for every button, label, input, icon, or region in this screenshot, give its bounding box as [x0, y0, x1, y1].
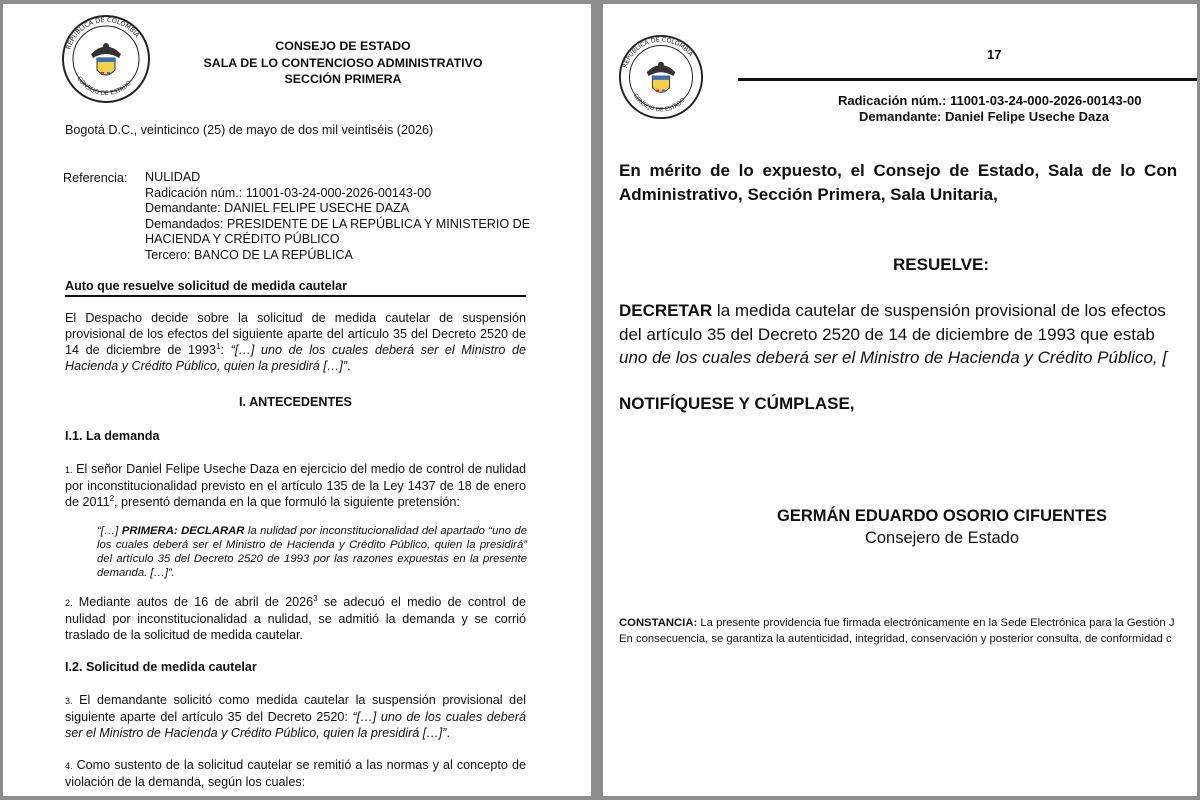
- consejo-de-estado-seal: [618, 34, 704, 120]
- subsection-heading: I.1. La demanda: [65, 429, 160, 443]
- paragraph-text: , presentó demanda en la que formuló la siguiente pretensión:: [114, 495, 460, 509]
- footnote-ref[interactable]: 2: [109, 493, 115, 503]
- quote-bold: PRIMERA: DECLARAR: [121, 525, 245, 537]
- paragraph-1: [65, 461, 526, 510]
- document-page-left: [3, 4, 591, 796]
- paragraph-3: [65, 692, 526, 741]
- reference-block: [145, 170, 531, 264]
- intro-paragraph: [65, 310, 526, 374]
- header-line: SECCIÓN PRIMERA: [284, 72, 402, 86]
- paragraph-end: .: [446, 726, 450, 740]
- paragraph-number: 3.: [65, 696, 73, 706]
- decretar-quote: uno de los cuales deberá ser el Ministro de Hacienda y Crédito Público, [: [619, 348, 1168, 367]
- paragraph-number: 2.: [65, 598, 73, 608]
- quote-text: la nulidad por inconstitucionalidad del apartado “uno de los cuales deberá ser el Ministro de Hacienda y Crédito Público, quien la presidirá” del artículo 35 del Decreto 2520 de 1993 por las razones expuestas en la presente demanda. […]”.: [97, 525, 527, 579]
- pretension-blockquote: [97, 524, 527, 580]
- merito-line: En mérito de lo expuesto, el Consejo de Estado, Sala de lo Con: [619, 161, 1178, 180]
- subsection-heading: I.2. Solicitud de medida cautelar: [65, 660, 257, 674]
- paragraph-text: El demandante solicitó como medida cautelar la suspensión provisional del siguiente aparte del artículo 35 del Decreto 2520:: [65, 693, 526, 724]
- reference-line: Radicación núm.: 11001-03-24-000-2026-00143-00: [145, 185, 432, 200]
- reference-label: Referencia:: [63, 171, 128, 185]
- constancia-line: En consecuencia, se garantiza la autenticidad, integridad, conservación y posterior consulta, de conformidad c: [619, 633, 1172, 645]
- header-line: SALA DE LO CONTENCIOSO ADMINISTRATIVO: [203, 55, 483, 70]
- svg-text:CONSEJO DE ESTADO: CONSEJO DE ESTADO: [631, 92, 687, 114]
- paragraph-text: El señor Daniel Felipe Useche Daza en ejercicio del medio de control de nulidad por inconstitucionalidad previsto en el artículo 135 de la Ley 1437 de 18 de enero de 2011: [65, 462, 526, 509]
- constancia-line: [619, 617, 1175, 629]
- footnote-ref[interactable]: 1: [216, 341, 221, 351]
- header-rule: [738, 78, 1197, 81]
- intro-quote: “[…] uno de los cuales deberá ser el Ministro de Hacienda y Crédito Público, quien la presidirá […]”: [65, 343, 526, 373]
- svg-text:REPÚBLICA DE COLOMBIA: REPÚBLICA DE COLOMBIA: [621, 36, 694, 69]
- notifiquese-line: NOTIFÍQUESE Y CÚMPLASE,: [619, 394, 855, 413]
- intro-text: El Despacho decide sobre la solicitud de medida cautelar de suspensión provisional de los efectos del siguiente aparte del artículo 35 del Decreto 2520 de 14 de diciembre de 1993: [65, 311, 526, 357]
- auto-title: Auto que resuelve solicitud de medida cautelar: [65, 279, 348, 293]
- reference-line: Demandados: PRESIDENTE DE LA REPÚBLICA Y MINISTERIO DE: [145, 216, 531, 231]
- page-number: 17: [987, 47, 1002, 62]
- paragraph-quote: “[…] uno de los cuales deberá ser el Ministro de Hacienda y Crédito Público, quien la presidirá […]”: [65, 710, 526, 740]
- constancia-text: La presente providencia fue firmada electrónicamente en la Sede Electrónica para la Gestión J: [697, 617, 1175, 629]
- consejo-de-estado-seal: [61, 14, 151, 104]
- reference-line: HACIENDA Y CRÉDITO PÚBLICO: [145, 232, 340, 247]
- svg-text:REPÚBLICA DE COLOMBIA: REPÚBLICA DE COLOMBIA: [64, 15, 142, 51]
- radicacion-header: Radicación núm.: 11001-03-24-000-2026-00143-00: [838, 93, 1142, 108]
- signer-name: GERMÁN EDUARDO OSORIO CIFUENTES: [776, 507, 1108, 525]
- decretar-keyword: DECRETAR: [619, 301, 713, 320]
- date-line: Bogotá D.C., veinticinco (25) de mayo de dos mil veintiséis (2026): [65, 123, 434, 137]
- paragraph-2: [65, 594, 526, 643]
- decretar-line: del artículo 35 del Decreto 2520 de 14 de diciembre de 1993 que estab: [619, 325, 1155, 344]
- paragraph-4: [65, 757, 526, 790]
- merito-line: Administrativo, Sección Primera, Sala Unitaria,: [619, 185, 998, 204]
- paragraph-text: Mediante autos de 16 de abril de 2026: [72, 595, 314, 609]
- court-header: [153, 38, 533, 88]
- paragraph-number: 1.: [65, 465, 73, 475]
- intro-colon: :: [220, 343, 231, 357]
- svg-text:CONSEJO DE ESTADO: CONSEJO DE ESTADO: [75, 75, 133, 98]
- footnote-ref[interactable]: 3: [313, 593, 318, 603]
- paragraph-text: Como sustento de la solicitud cautelar se remitió a las normas y al concepto de violación de la demanda, según los cuales:: [65, 758, 526, 789]
- resuelve-heading: RESUELVE:: [893, 255, 990, 274]
- reference-line: Demandante: DANIEL FELIPE USECHE DAZA: [145, 201, 410, 216]
- constancia-label: CONSTANCIA:: [619, 617, 698, 629]
- reference-line: NULIDAD: [145, 170, 201, 184]
- decretar-line: [619, 299, 1166, 322]
- section-heading: I. ANTECEDENTES: [239, 395, 352, 409]
- title-underline: [65, 295, 526, 297]
- decretar-text: la medida cautelar de suspensión provisional de los efectos: [712, 301, 1166, 320]
- header-line: CONSEJO DE ESTADO: [275, 39, 411, 53]
- reference-line: Tercero: BANCO DE LA REPÚBLICA: [145, 247, 353, 262]
- paragraph-text: se adecuó el medio de control de nulidad por inconstitucionalidad a nulidad, se admitió la demanda y se corrió traslado de la solicitud de medida cautelar.: [65, 595, 526, 642]
- document-page-right: [603, 4, 1197, 796]
- intro-end: .: [347, 359, 351, 373]
- signer-title: Consejero de Estado: [864, 529, 1020, 547]
- paragraph-number: 4.: [65, 761, 73, 771]
- quote-open: “[…]: [97, 525, 122, 537]
- demandante-header: Demandante: Daniel Felipe Useche Daza: [859, 109, 1109, 124]
